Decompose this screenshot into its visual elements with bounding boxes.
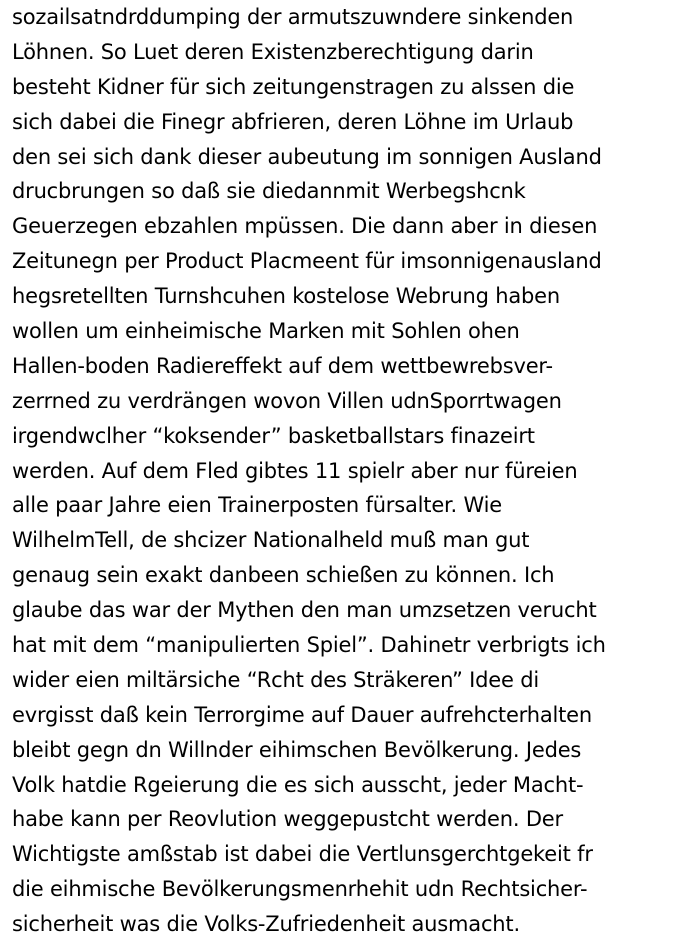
text-line: glaube das war der Mythen den man umzsetzen verucht	[12, 598, 597, 623]
text-line: Zeitunegn per Product Placmeent für imsonnigenausland	[12, 249, 602, 274]
text-line: hegsretellten Turnshcuhen kostelose Webrung haben	[12, 284, 560, 309]
text-line: sich dabei die Finegr abfrieren, deren Löhne im Urlaub	[12, 109, 574, 134]
text-line: sicherheit was die Volks-Zufriedenheit ausmacht.	[12, 912, 520, 937]
text-line: Löhnen. So Luet deren Existenzberechtigung darin	[12, 39, 534, 64]
text-line: die eihmische Bevölkerungsmenrhehit udn Rechtsicher-	[12, 877, 588, 902]
text-line: alle paar Jahre eien Trainerposten fürsalter. Wie	[12, 493, 502, 518]
text-line: den sei sich dank dieser aubeutung im sonnigen Ausland	[12, 144, 602, 169]
text-line: drucbrungen so daß sie diedannmit Werbegshcnk	[12, 179, 526, 204]
text-line: werden. Auf dem Fled gibtes 11 spielr aber nur füreien	[12, 458, 578, 483]
text-line: bleibt gegn dn Willnder eihimschen Bevölkerung. Jedes	[12, 737, 582, 762]
text-line: WilhelmTell, de shcizer Nationalheld muß man gut	[12, 528, 530, 553]
text-line: evrgisst daß kein Terrorgime auf Dauer aufrehcterhalten	[12, 702, 593, 727]
text-line: Geuerzegen ebzahlen mpüssen. Die dann aber in diesen	[12, 214, 598, 239]
text-line: Wichtigste amßstab ist dabei die Vertlunsgerchtgekeit fr	[12, 842, 593, 867]
body-text	[12, 0, 680, 942]
text-line: zerrned zu verdrängen wovon Villen udnSporrtwagen	[12, 388, 562, 413]
text-line: Volk hatdie Rgeierung die es sich ausscht, jeder Macht-	[12, 772, 584, 797]
text-line: Hallen-boden Radiereffekt auf dem wettbewrebsver-	[12, 353, 553, 378]
text-line: wider eien miltärsiche “Rcht des Sträkeren” Idee di	[12, 667, 539, 692]
text-line: hat mit dem “manipulierten Spiel”. Dahinetr verbrigts ich	[12, 633, 606, 658]
text-line: irgendwclher “koksender” basketballstars finazeirt	[12, 423, 535, 448]
text-line: besteht Kidner für sich zeitungenstragen zu alssen die	[12, 74, 575, 99]
text-line: sozailsatndrddumping der armutszuwndere sinkenden	[12, 5, 574, 29]
text-line: wollen um einheimische Marken mit Sohlen ohen	[12, 319, 520, 344]
text-line: genaug sein exakt danbeen schießen zu können. Ich	[12, 563, 555, 588]
text-line: habe kann per Reovlution weggepustcht werden. Der	[12, 807, 563, 832]
